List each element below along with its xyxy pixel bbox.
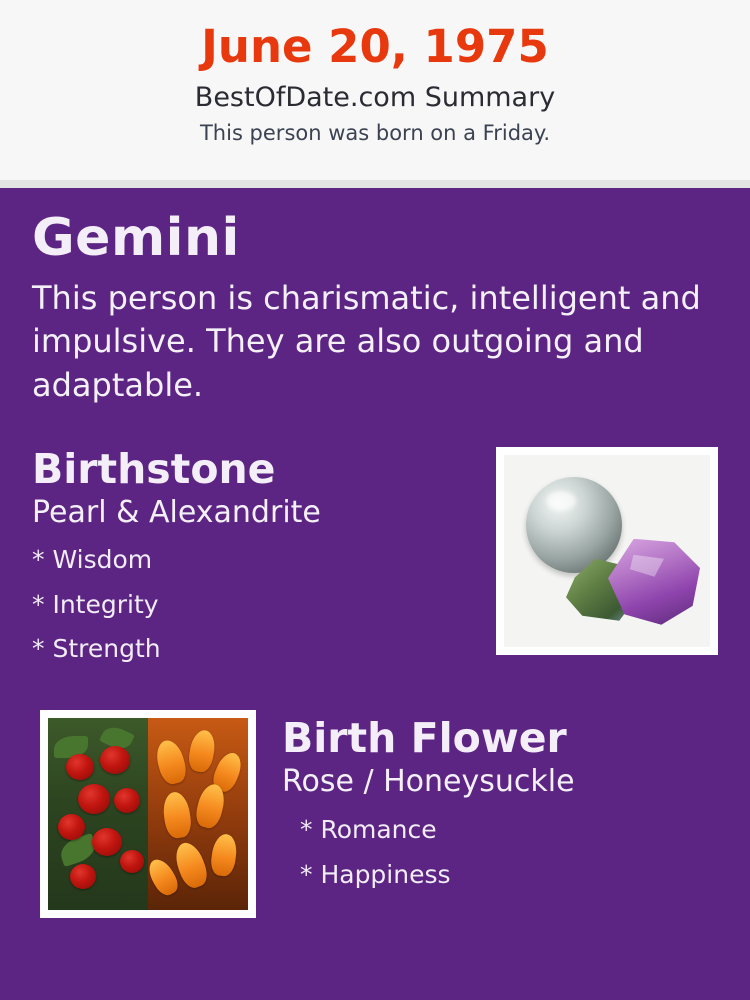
birthstone-section [32,444,718,672]
content-body [0,188,750,925]
zodiac-description: This person is charismatic, intelligent and impulsive. They are also outgoing and adaptable. [32,279,701,404]
birthstone-image-canvas [504,455,710,647]
birthstone-name: Pearl & Alexandrite [32,494,321,530]
birth-flower-traits [282,814,718,890]
birth-flower-name: Rose / Honeysuckle [282,763,575,799]
pearl-icon [526,477,622,573]
birth-flower-title: Birth Flower [282,713,567,762]
birth-flower-section [32,710,718,925]
birthstone-trait: * Strength [32,633,161,663]
header [0,0,750,180]
birth-flower-photo [40,710,256,918]
header-divider [0,180,750,188]
birthstone-text [32,444,472,664]
birth-day-note: This person was born on a Friday. [199,120,551,145]
honeysuckle-image [148,718,248,910]
birth-flower-text [282,710,718,890]
birthstone-trait: * Integrity [32,589,159,619]
rose-image [48,718,148,910]
birthstone-trait: * Wisdom [32,545,153,575]
birthstone-title: Birthstone [32,444,276,493]
zodiac-section [32,210,718,407]
site-name: BestOfDate.com Summary [194,81,556,113]
birth-flower-image-canvas [48,718,248,910]
birth-flower-trait: * Romance [300,815,437,845]
birthstone-photo [496,447,718,655]
page-title: June 20, 1975 [201,20,549,73]
zodiac-sign-name: Gemini [32,208,240,268]
birth-flower-trait: * Happiness [300,859,451,889]
